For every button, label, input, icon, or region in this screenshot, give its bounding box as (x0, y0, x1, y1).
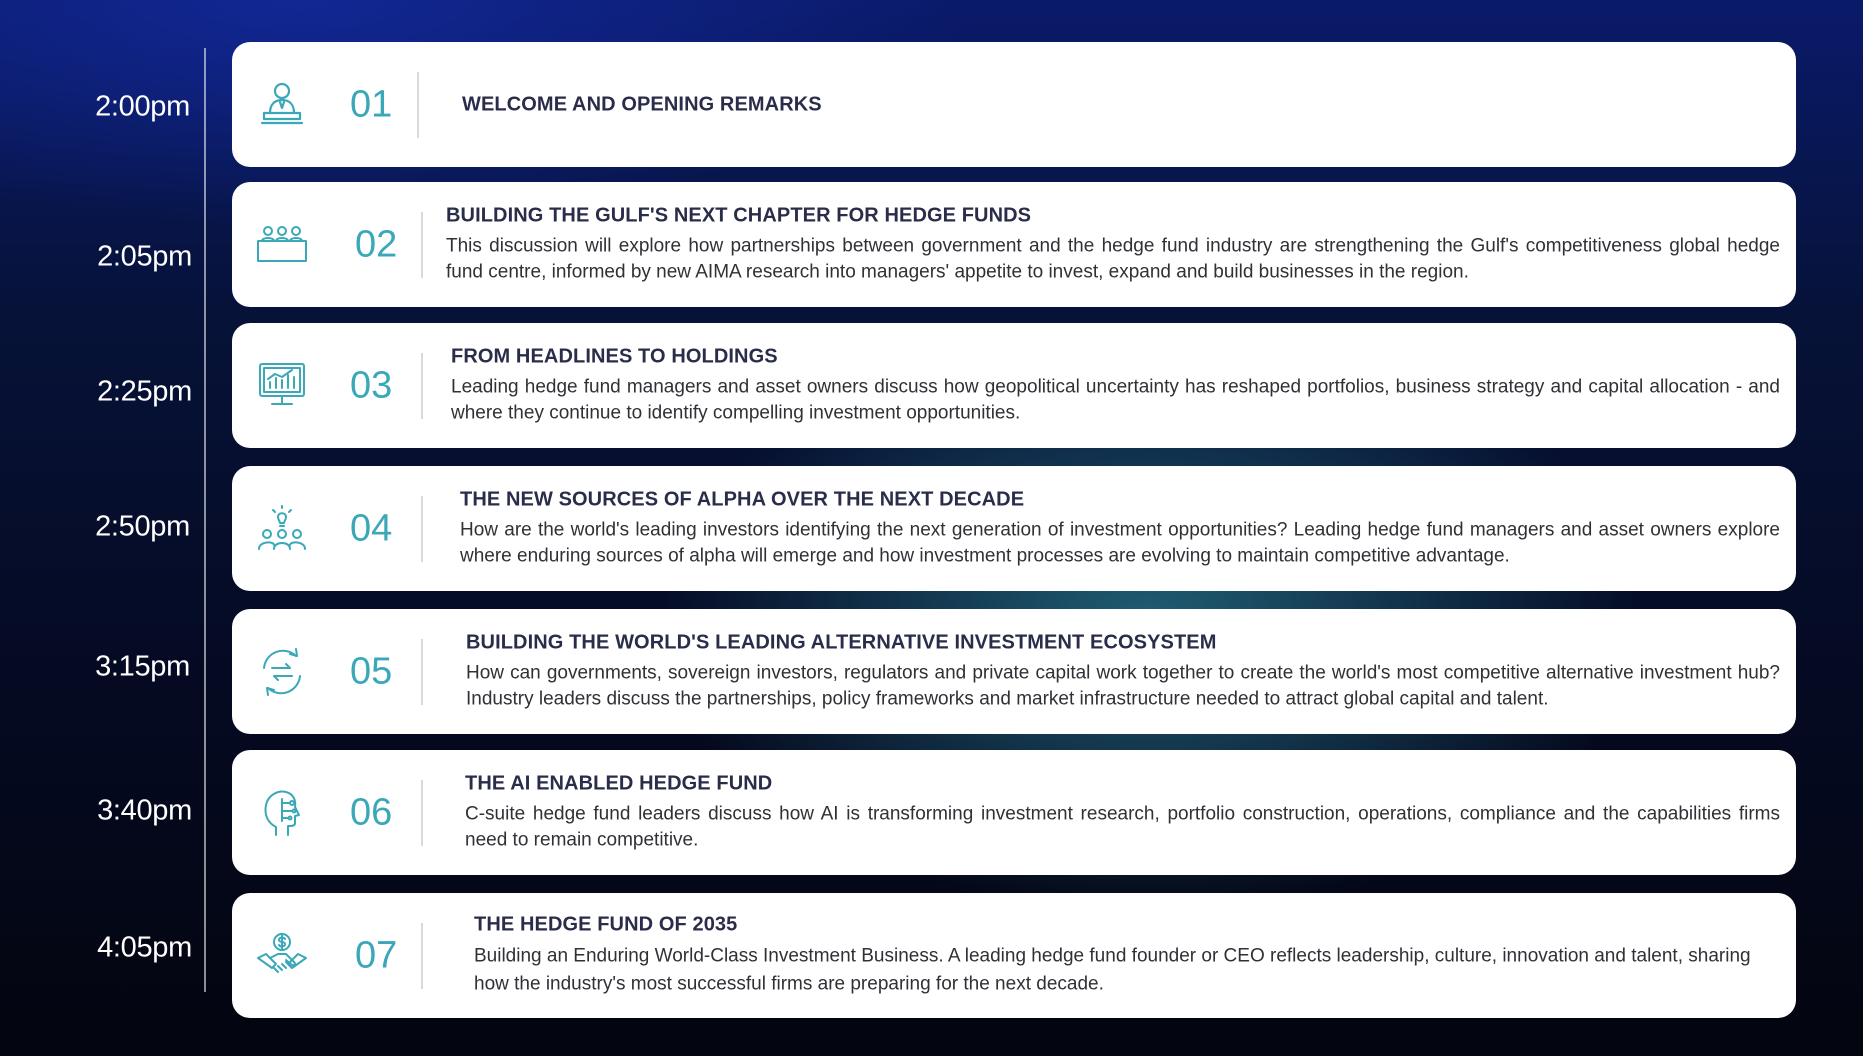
monitor-chart-icon (254, 358, 310, 414)
time-label: 4:05pm (97, 931, 192, 964)
time-label: 2:25pm (97, 375, 192, 408)
item-number: 02 (355, 223, 398, 265)
agenda-item (232, 893, 1796, 1018)
item-description: Building an Enduring World-Class Investment Business. A leading hedge fund founder or CEO reflects leadership, culture, innovation and talent, sharing how the industry's most successful firms are preparing for the next decade. (474, 945, 1751, 994)
item-title: THE HEDGE FUND OF 2035 (474, 913, 738, 935)
agenda-item (232, 609, 1796, 734)
divider (421, 923, 423, 989)
item-description: Leading hedge fund managers and asset owners discuss how geopolitical uncertainty has reshaped portfolios, business strategy and capital allocation - and where they continue to identify compelling investment opportunities. (451, 376, 1780, 423)
panel-discussion-icon (254, 217, 310, 273)
presenter-at-podium-icon (254, 77, 310, 133)
time-label: 3:40pm (97, 794, 192, 827)
item-title: BUILDING THE GULF'S NEXT CHAPTER FOR HEDGE FUNDS (446, 204, 1032, 226)
item-number: 06 (350, 791, 393, 833)
ai-head-icon (254, 785, 310, 841)
item-number: 04 (350, 507, 393, 549)
agenda-item (232, 750, 1796, 875)
item-number: 01 (350, 83, 393, 125)
item-number: 03 (350, 364, 393, 406)
divider (421, 212, 423, 278)
agenda-item (232, 42, 1796, 167)
handshake-dollar-icon (254, 928, 310, 984)
item-title: WELCOME AND OPENING REMARKS (462, 93, 822, 115)
item-content (462, 93, 1780, 116)
item-number: 07 (355, 934, 398, 976)
time-label: 2:05pm (97, 240, 192, 273)
item-number: 05 (350, 650, 393, 692)
divider (421, 639, 423, 705)
time-label: 3:15pm (95, 650, 190, 683)
item-description: How are the world's leading investors identifying the next generation of investment opportunities? Leading hedge fund managers and asset owners explore where enduring sources of alpha will emerge and how investment processes are evolving to maintain competitive advantage. (460, 519, 1780, 566)
divider (421, 496, 423, 562)
time-label: 2:50pm (95, 510, 190, 543)
item-content (474, 913, 1770, 998)
item-content (460, 488, 1780, 569)
item-content (446, 204, 1780, 285)
item-title: THE NEW SOURCES OF ALPHA OVER THE NEXT DECADE (460, 488, 1025, 510)
agenda-item (232, 323, 1796, 448)
item-content (451, 345, 1780, 426)
item-description: C-suite hedge fund leaders discuss how AI is transforming investment research, portfolio construction, operations, compliance and the capabilities firms need to remain competitive. (465, 803, 1780, 850)
item-content (466, 631, 1780, 712)
item-description: How can governments, sovereign investors, regulators and private capital work together to create the world's most competitive alternative investment hub? Industry leaders discuss the partnerships, policy frameworks and market infrastructure needed to attract global capital and talent. (466, 662, 1780, 709)
item-title: BUILDING THE WORLD'S LEADING ALTERNATIVE INVESTMENT ECOSYSTEM (466, 631, 1217, 653)
divider (417, 72, 419, 138)
item-description: This discussion will explore how partnerships between government and the hedge fund industry are strengthening the Gulf's competitiveness global hedge fund centre, informed by new AIMA research into managers' appetite to invest, expand and build businesses in the region. (446, 235, 1780, 282)
agenda-item (232, 182, 1796, 307)
divider (421, 780, 423, 846)
item-title: THE AI ENABLED HEDGE FUND (465, 772, 773, 794)
divider (421, 353, 423, 419)
exchange-cycle-icon (254, 644, 310, 700)
team-idea-icon (254, 501, 310, 557)
item-content (465, 772, 1780, 853)
time-label: 2:00pm (95, 90, 190, 123)
agenda-item (232, 466, 1796, 591)
timeline-line (204, 48, 206, 992)
item-title: FROM HEADLINES TO HOLDINGS (451, 345, 778, 367)
